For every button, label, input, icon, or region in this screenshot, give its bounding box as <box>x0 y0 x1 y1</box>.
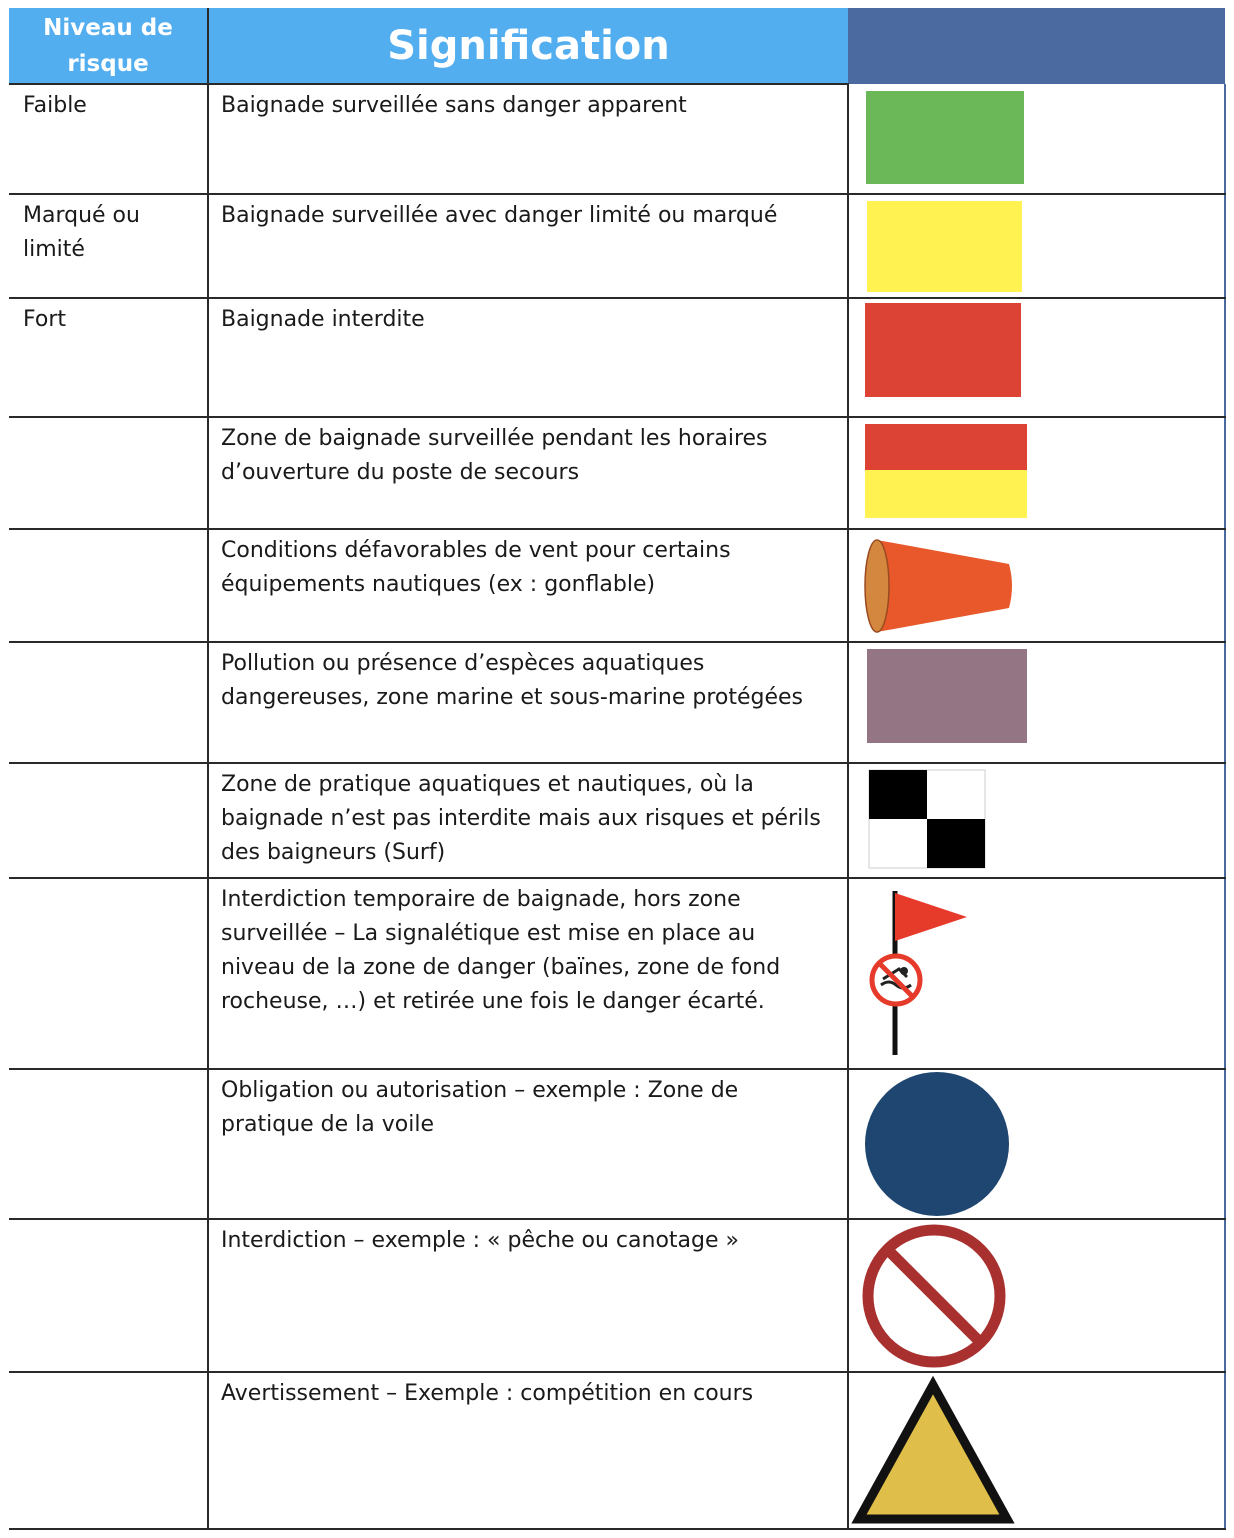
symbol-cell <box>848 642 1225 763</box>
prohibition-sign-icon <box>849 1220 1226 1371</box>
red-flag-icon <box>849 299 1226 416</box>
risk-level-cell <box>9 642 208 763</box>
meaning-cell: Conditions défavorables de vent pour certains équipements nautiques (ex : gonflable) <box>208 529 848 642</box>
checkered-flag-icon <box>849 764 1226 877</box>
meaning-cell: Baignade surveillée avec danger limité ou marqué <box>208 194 848 298</box>
table-row <box>9 194 1225 298</box>
meaning-cell: Interdiction temporaire de baignade, hors zone surveillée – La signalétique est mise en place au niveau de la zone de danger (baïnes, zone de fond rocheuse, …) et retirée une fois le danger écarté. <box>208 878 848 1069</box>
risk-level-cell <box>9 763 208 878</box>
meaning-cell: Zone de baignade surveillée pendant les horaires d’ouverture du poste de secours <box>208 417 848 529</box>
symbol-cell <box>848 194 1225 298</box>
risk-level-cell <box>9 878 208 1069</box>
risk-level-cell <box>9 1219 208 1372</box>
table-row <box>9 529 1225 642</box>
symbol-cell <box>848 1372 1225 1529</box>
table-row <box>9 642 1225 763</box>
table-row <box>9 1372 1225 1529</box>
meaning-cell: Pollution ou présence d’espèces aquatiques dangereuses, zone marine et sous-marine protégées <box>208 642 848 763</box>
meaning-cell: Baignade interdite <box>208 298 848 417</box>
meaning-cell: Avertissement – Exemple : compétition en cours <box>208 1372 848 1529</box>
risk-level-cell <box>9 417 208 529</box>
table-row <box>9 1219 1225 1372</box>
table-row <box>9 878 1225 1069</box>
table-row <box>9 1069 1225 1219</box>
yellow-flag-icon <box>849 195 1226 297</box>
meaning-cell: Baignade surveillée sans danger apparent <box>208 84 848 194</box>
flag-meaning-table <box>9 8 1225 1530</box>
warning-triangle-icon <box>849 1373 1226 1528</box>
green-flag-icon <box>849 84 1226 192</box>
risk-level-cell <box>9 529 208 642</box>
no-swimming-sign-icon <box>849 879 1226 1068</box>
red-yellow-flag-icon <box>849 418 1226 528</box>
table-header-row <box>9 8 1225 84</box>
meaning-cell: Obligation ou autorisation – exemple : Zone de pratique de la voile <box>208 1069 848 1219</box>
windsock-icon <box>849 530 1226 641</box>
header-symbol <box>848 8 1225 84</box>
symbol-cell <box>848 1219 1225 1372</box>
symbol-cell <box>848 298 1225 417</box>
symbol-cell <box>848 417 1225 529</box>
risk-level-cell: Fort <box>9 298 208 417</box>
table-row <box>9 763 1225 878</box>
purple-flag-icon <box>849 643 1226 762</box>
risk-table <box>9 8 1226 1530</box>
table-row <box>9 417 1225 529</box>
meaning-cell: Zone de pratique aquatiques et nautiques, où la baignade n’est pas interdite mais aux risques et périls des baigneurs (Surf) <box>208 763 848 878</box>
symbol-cell <box>848 84 1225 194</box>
header-meaning: Signification <box>208 8 848 84</box>
table-row <box>9 298 1225 417</box>
risk-level-cell <box>9 1372 208 1529</box>
risk-level-cell: Marqué ou limité <box>9 194 208 298</box>
symbol-cell <box>848 1069 1225 1219</box>
symbol-cell <box>848 763 1225 878</box>
blue-circle-icon <box>849 1070 1226 1218</box>
symbol-cell <box>848 878 1225 1069</box>
meaning-cell: Interdiction – exemple : « pêche ou canotage » <box>208 1219 848 1372</box>
header-risk-level: Niveau de risque <box>9 8 208 84</box>
risk-level-cell <box>9 1069 208 1219</box>
symbol-cell <box>848 529 1225 642</box>
table-row <box>9 84 1225 194</box>
risk-level-cell: Faible <box>9 84 208 194</box>
